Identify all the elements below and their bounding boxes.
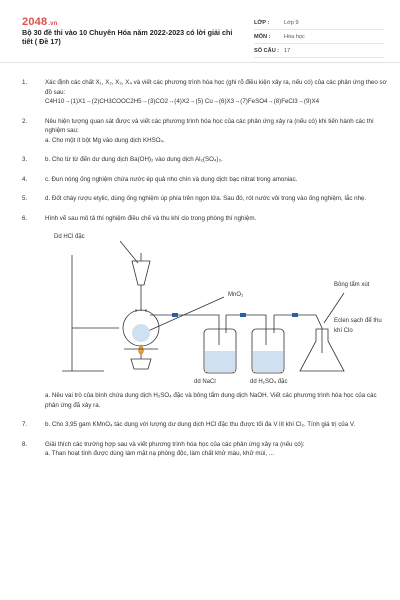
question-5: 5. d. Đốt cháy rượu etylic, dùng ống nghiệm úp phía trên ngọn lửa. Sau đó, rót nước vôi trong vào ống nghiệm, lắc nhẹ. [22, 195, 367, 202]
meta-row-count: SỐ CÂU : 17 [254, 44, 384, 58]
dropping-funnel [132, 261, 150, 285]
exam-title: Bộ 30 đề thi vào 10 Chuyên Hóa năm 2022-2023 có lời giải chi tiết ( Đề 17) [22, 28, 233, 46]
label-hcl: Dd HCl đặc [54, 234, 85, 240]
exam-meta [254, 16, 384, 58]
question-3: 3. b. Cho từ từ đến dư dung dịch Ba(OH)₂ vào dung dịch Al₂(SO₄)₃. [22, 156, 223, 163]
tube-clamp [240, 313, 246, 317]
meta-row-class: LỚP : Lớp 9 [254, 16, 384, 30]
question-7: 7. b. Cho 3,95 gam KMnO₄ tác dụng với lượng dư dung dịch HCl đặc thu được tối đa V lít khí Cl₂. Tính giá trị của V. [22, 421, 356, 428]
question-2: 2. Nêu hiện tượng quan sát được và viết các phương trình hóa học của các phản ứng xảy ra (nếu có) khi tiến hành các thí nghiệm sau: a. Cho một ít bột Mg vào dung dịch KHSO₄. [22, 117, 374, 144]
tube-1 [150, 315, 219, 345]
tube-2 [226, 315, 266, 345]
question-8: 8. Giải thích các trường hợp sau và viết phương trình hóa học của các phản ứng xảy ra (nếu có): a. Than hoạt tính được dùng làm mặt nạ phòng độc, làm chất khử màu, khử mùi, ... [22, 440, 305, 457]
alcohol-lamp [131, 359, 151, 369]
site-logo[interactable]: 2048.vn [22, 16, 58, 28]
question-1: 1. Xác định các chất X₁, X₂, X₃, X₄ và viết các phương trình hóa học (ghi rõ điều kiện xảy ra, nếu có) của các phản ứng theo sơ đồ sau: C4H10→(1)X1→(2)CH3COOC2H5→(3)CO2→(4)X2→(5) Cu→(6)X3→(7)FeSO4→(8)FeCl3→(9)X4 [22, 79, 387, 105]
label-erlenmeyer: Eclen sạch để thu khí Clo [334, 318, 382, 334]
pointer-mno2 [148, 297, 224, 331]
apparatus-drawing [44, 233, 394, 383]
liquid-nacl [205, 351, 235, 372]
question-6a: a. Nêu vai trò của bình chứa dung dịch H₂SO₄ đặc và bông tẩm dung dịch NaOH. Viết các phương trình hóa học của các phản ứng đã xảy ra. [45, 392, 377, 409]
tube-clamp [292, 313, 298, 317]
question-list [22, 78, 394, 469]
flame [139, 345, 144, 354]
question-6: 6. Hình vẽ sau mô tả thí nghiệm điều chế và thu khí clo trong phòng thí nghiệm. [22, 214, 257, 222]
label-h2so4: dd H₂SO₄ đặc [250, 379, 288, 385]
meta-row-subject: MÔN : Hóa học [254, 30, 384, 44]
flask-contents [132, 324, 150, 342]
pointer-hcl [120, 241, 138, 263]
tube-3 [274, 315, 322, 353]
chlorine-apparatus-diagram [44, 233, 394, 383]
label-nacl: dd NaCl [194, 379, 216, 385]
liquid-h2so4 [253, 351, 283, 372]
label-mno2: MnO₂ [228, 292, 244, 298]
label-cotton: Bông tẩm xút [334, 282, 370, 288]
question-4: 4. c. Đun nóng ống nghiệm chứa nước ép quả nho chín và dung dịch bạc nitrat trong amoniac. [22, 175, 298, 183]
exam-header [0, 0, 400, 63]
tube-clamp [172, 313, 178, 317]
